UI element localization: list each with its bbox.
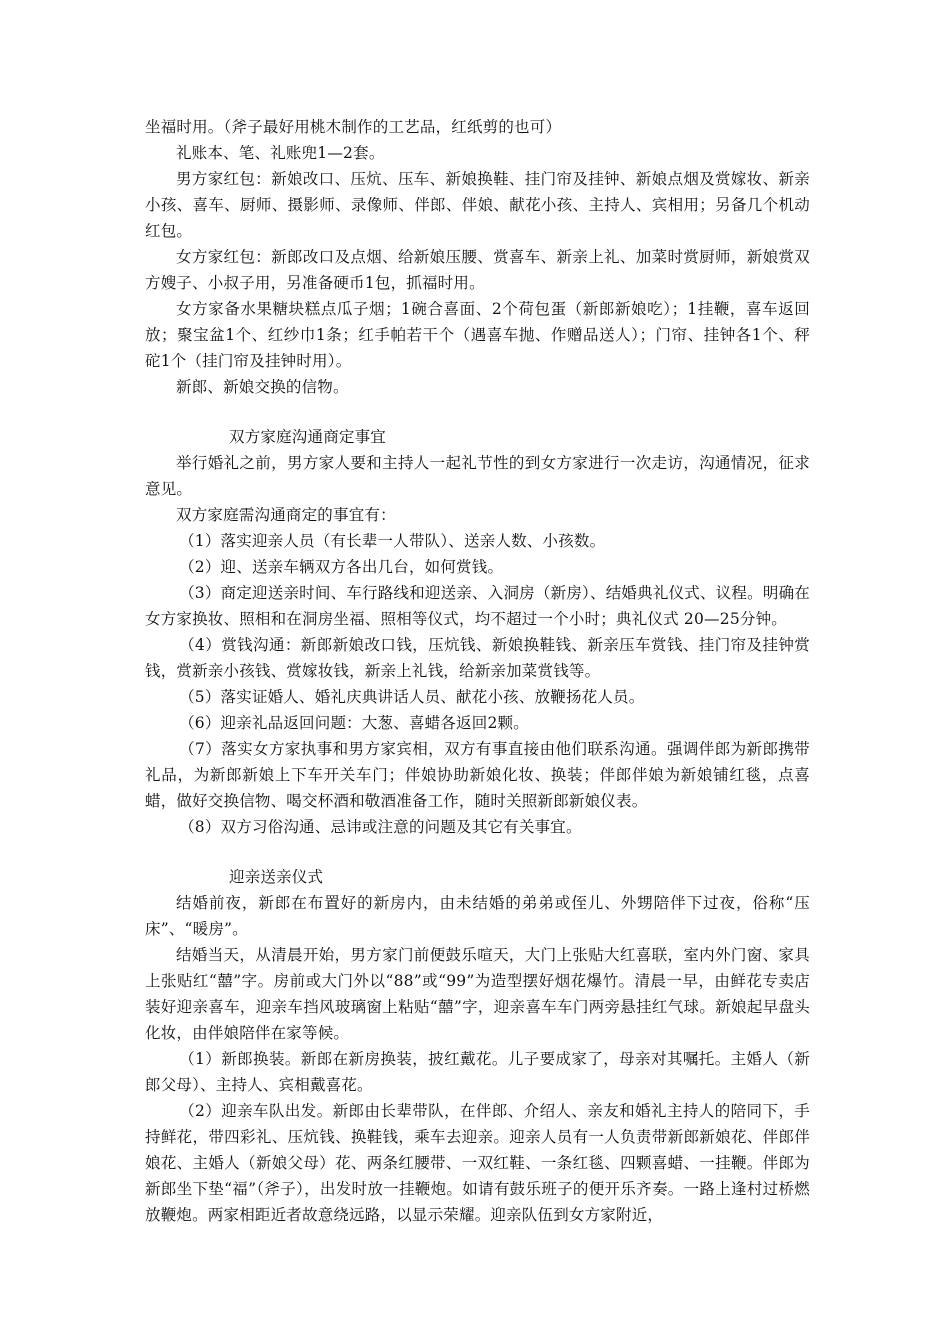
paragraph-visit: 举行婚礼之前，男方家人要和主持人一起礼节性的到女方家进行一次走访，沟通情况，征求意见。 [145,454,810,498]
list-item: （6）迎亲礼品返回问题：大葱、喜蜡各返回2颗。 [179,714,529,732]
paragraph-bride-family-preparations: 女方家备水果糖块糕点瓜子烟；1碗合喜面、2个荷包蛋（新郎新娘吃）；1挂鞭，喜车返回放；聚宝盆1个、红纱巾1条；红手帕若干个（遇喜车抛、作赠品送人）；门帘、挂钟各1个、秤砣1个（挂门帘及挂钟时用）。 [145,300,810,370]
document-body [145,114,810,1228]
list-item: （3）商定迎送亲时间、车行路线和迎送亲、入洞房（新房）、结婚典礼仪式、议程。明确在女方家换妆、照相和在洞房坐福、照相等仪式，均不超过一个小时；典礼仪式 20—25分钟。 [145,584,810,628]
paragraph-tokens: 新郎、新娘交换的信物。 [176,378,349,396]
list-item: （8）双方习俗沟通、忌讳或注意的问题及其它有关事宜。 [179,818,582,836]
list-item: （5）落实证婚人、婚礼庆典讲话人员、献花小孩、放鞭扬花人员。 [179,688,645,706]
list-item: （1）落实迎亲人员（有长辈一人带队）、送亲人数、小孩数。 [179,532,606,550]
list-item: （1）新郎换装。新郎在新房换装，披红戴花。儿子要成家了，母亲对其嘱托。主婚人（新郎父母）、主持人、宾相戴喜花。 [145,1050,810,1094]
paragraph-continuation: 坐福时用。（斧子最好用桃木制作的工艺品，红纸剪的也可） [145,118,562,136]
paragraph-ledger-items: 礼账本、笔、礼账兜1—2套。 [176,144,385,162]
section-heading-family-communication: 双方家庭沟通商定事宜 [229,428,387,446]
section-heading-wedding-procession: 迎亲送亲仪式 [229,868,324,886]
paragraph-bride-red-envelopes: 女方家红包：新郎改口及点烟、给新娘压腰、赏喜车、新亲上礼、加菜时赏厨师，新娘赏双方嫂子、小叔子用，另准备硬币1包，抓福时用。 [145,248,810,292]
paragraph-groom-red-envelopes: 男方家红包：新娘改口、压炕、压车、新娘换鞋、挂门帘及挂钟、新娘点烟及赏嫁妆、新亲小孩、喜车、厨师、摄影师、录像师、伴郎、伴娘、献花小孩、主持人、宾相用；另备几个机动红包。 [145,170,810,240]
list-item: （7）落实女方家执事和男方家宾相，双方有事直接由他们联系沟通。强调伴郎为新郎携带礼品，为新郎新娘上下车开关车门；伴娘协助新娘化妆、换装；伴郎伴娘为新娘铺红毯，点喜蜡，做好交换信物、喝交杯酒和敬酒准备工作，随时关照新郎新娘仪表。 [145,740,810,810]
list-item: （2）迎亲车队出发。新郎由长辈带队，在伴郎、介绍人、亲友和婚礼主持人的陪同下，手持鲜花，带四彩礼、压炕钱、换鞋钱，乘车去迎亲。迎亲人员有一人负责带新郎新娘花、伴郎伴娘花、主婚人（新娘父母）花、两条红腰带、一双红鞋、一条红毯、四颗喜蜡、一挂鞭。伴郎为新郎坐下垫“福”（斧子），出发时放一挂鞭炮。如请有鼓乐班子的便开乐齐奏。一路上逢村过桥燃放鞭炮。两家相距近者故意绕远路，以显示荣耀。迎亲队伍到女方家附近， [145,1102,810,1224]
paragraph-eve: 结婚前夜，新郎在布置好的新房内，由未结婚的弟弟或侄儿、外甥陪伴下过夜，俗称“压床”、“暖房”。 [145,894,810,938]
list-item: （2）迎、送亲车辆双方各出几台，如何赏钱。 [179,558,504,576]
paragraph-wedding-day: 结婚当天，从清晨开始，男方家门前便鼓乐喧天，大门上张贴大红喜联，室内外门窗、家具上张贴红“囍”字。房前或大门外以“88”或“99”为造型摆好烟花爆竹。清晨一早，由鲜花专卖店装好迎亲喜车，迎亲车挡风玻璃窗上粘贴“囍”字，迎亲喜车车门两旁悬挂红气球。新娘起早盘头化妆，由伴娘陪伴在家等候。 [145,946,810,1042]
paragraph-matters-intro: 双方家庭需沟通商定的事宜有： [176,506,396,524]
list-item: （4）赏钱沟通：新郎新娘改口钱，压炕钱、新娘换鞋钱、新亲压车赏钱、挂门帘及挂钟赏钱，赏新亲小孩钱、赏嫁妆钱，新亲上礼钱，给新亲加菜赏钱等。 [145,636,810,680]
